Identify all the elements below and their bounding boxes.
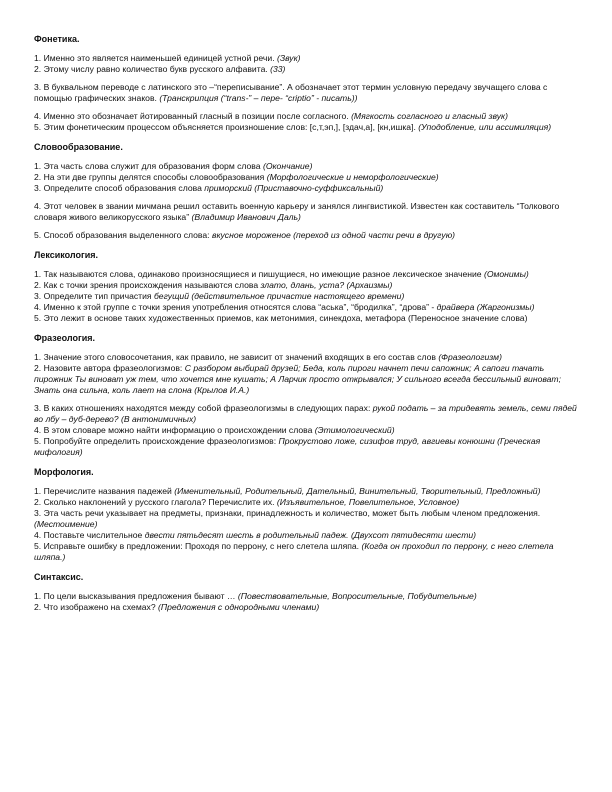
question-answer: (Владимир Иванович Даль) (191, 212, 301, 222)
question-item (34, 352, 584, 363)
question-group (34, 53, 584, 75)
question-answer: (Именительный, Родительный, Дательный, Винительный, Творительный, Предложный) (174, 486, 541, 496)
question-item (34, 508, 584, 530)
question-item (34, 403, 584, 425)
question-answer: (Фразеологизм) (438, 352, 502, 362)
question-number: 1. (34, 161, 42, 171)
question-number: 1. (34, 269, 42, 279)
question-number: 4. (34, 111, 42, 121)
section (34, 142, 584, 241)
question-text: Эта часть речи указывает на предметы, признаки, принадлежность и количество, может быть любым членом предложения. (43, 508, 541, 518)
section (34, 34, 584, 133)
section-heading: Фонетика. (34, 34, 80, 44)
section (34, 250, 584, 324)
question-answer: злато, длань, уста? (Архаизмы) (260, 280, 393, 290)
question-item (34, 280, 584, 291)
question-item (34, 436, 584, 458)
section-heading: Словообразование. (34, 142, 123, 152)
question-answer: приморский (Приставочно-суффиксальный) (204, 183, 384, 193)
question-item (34, 53, 584, 64)
question-item (34, 230, 584, 241)
question-item (34, 122, 584, 133)
question-number: 2. (34, 64, 42, 74)
question-text: Этим фонетическим процессом объясняется произношение слов: [с,т,эп,], [здач,а], [кн,ишка]. (43, 122, 416, 132)
question-group (34, 486, 584, 563)
question-text: На эти две группы делятся способы словообразования (43, 172, 265, 182)
question-text: Именно это обозначает йотированный гласный в позиции после согласного. (43, 111, 349, 121)
question-group (34, 111, 584, 133)
question-text: Перечислите названия падежей (43, 486, 172, 496)
section-heading: Лексикология. (34, 250, 99, 260)
question-group (34, 201, 584, 223)
question-text: Как с точки зрения происхождения называются слова (43, 280, 259, 290)
question-text: Исправьте ошибку в предложении: Проходя по перрону, с него слетела шляпа. (43, 541, 360, 551)
question-number: 1. (34, 591, 42, 601)
question-group (34, 591, 584, 613)
question-answer: (Звук) (276, 53, 301, 63)
question-text: Именно к этой группе с точки зрения употребления относятся слова “аська”, “бродилка”, “дрова” - (43, 302, 435, 312)
question-item (34, 363, 584, 396)
question-answer: (Омонимы) (483, 269, 529, 279)
question-text: Поставьте числительное (43, 530, 143, 540)
question-number: 1. (34, 352, 42, 362)
question-text: В буквальном переводе с латинского это –“переписывание”. А обозначает этот термин условную передачу звучащего слова с помощью графических знаков. (34, 82, 548, 103)
question-answer: (Этимологический) (314, 425, 395, 435)
question-item (34, 183, 584, 194)
question-group (34, 269, 584, 324)
question-answer: (Изъявительное, Повелительное, Условное) (276, 497, 460, 507)
question-number: 3. (34, 403, 42, 413)
question-item (34, 64, 584, 75)
question-item (34, 602, 584, 613)
section-heading: Синтаксис. (34, 572, 84, 582)
question-number: 2. (34, 497, 42, 507)
question-answer: (Повествовательные, Вопросительные, Побудительные) (237, 591, 477, 601)
question-number: 5. (34, 122, 42, 132)
question-group (34, 352, 584, 396)
question-text: В этом словаре можно найти информацию о происхождении слова (43, 425, 313, 435)
question-item (34, 82, 584, 104)
section (34, 467, 584, 563)
question-answer: (Уподобление, или ассимиляция) (418, 122, 552, 132)
question-item (34, 269, 584, 280)
question-text: Назовите автора фразеологизмов: (43, 363, 183, 373)
question-item (34, 313, 584, 324)
question-number: 2. (34, 172, 42, 182)
question-item (34, 591, 584, 602)
question-text: Попробуйте определить происхождение фразеологизмов: (43, 436, 277, 446)
question-number: 3. (34, 183, 42, 193)
question-answer: (Транскрипция (“trans-” – пере- “criptio” - писать)) (159, 93, 358, 103)
question-item (34, 541, 584, 563)
question-text: Этому числу равно количество букв русского алфавита. (43, 64, 268, 74)
question-item (34, 486, 584, 497)
question-text: Этот человек в звании мичмана решил оставить военную карьеру и занялся лингвистикой. Известен как составитель “Толкового словаря живого великорусского языка” (34, 201, 560, 222)
question-answer: (Морфологические и неморфологические) (266, 172, 439, 182)
question-answer: двести пятьдесят шесть в родительный падеж. (Двухсот пятидесяти шести) (144, 530, 477, 540)
question-answer: (Предложения с однородными членами) (158, 602, 320, 612)
question-group (34, 403, 584, 458)
question-group (34, 161, 584, 194)
question-text: Это лежит в основе таких художественных приемов, как метонимия, синекдоха, метафора (Переносное значение слова) (43, 313, 528, 323)
question-answer: С разбором выбирай друзей; Беда, коль пироги начнет печи сапожник; А сапоги тачать пирожник Ты виноват уж тем, что хочется мне кушать; А Ларчик просто открывался; У сильного всегда бессильный виноват; Знать она сильна, коль лает на слона (Крылов И.А.) (34, 363, 561, 395)
question-answer: (Мягкость согласного и гласный звук) (351, 111, 508, 121)
section (34, 572, 584, 613)
question-number: 3. (34, 291, 42, 301)
question-text: Значение этого словосочетания, как правило, не зависит от значений входящих в его состав слов (43, 352, 436, 362)
question-number: 4. (34, 530, 42, 540)
question-text: Определите тип причастия (43, 291, 152, 301)
section-heading: Фразеология. (34, 333, 96, 343)
question-item (34, 172, 584, 183)
question-text: Именно это является наименьшей единицей устной речи. (43, 53, 275, 63)
question-item (34, 291, 584, 302)
question-text: Так называются слова, одинаково произносящиеся и пишущиеся, но имеющие разное лексическое значение (43, 269, 482, 279)
question-number: 2. (34, 280, 42, 290)
question-answer: бегущий (действительное причастие настоящего времени) (153, 291, 405, 301)
question-text: В каких отношениях находятся между собой фразеологизмы в следующих парах: (43, 403, 371, 413)
question-number: 5. (34, 436, 42, 446)
question-group (34, 82, 584, 104)
question-answer: Прокрустово ложе, сизифов труд, авгиевы конюшни (Греческая мифология) (34, 436, 541, 457)
question-item (34, 111, 584, 122)
question-text: Что изображено на схемах? (43, 602, 156, 612)
question-answer: рукой подать – за тридевять земель, семи пядей во лбу – дуб-дерево? (В антонимичных) (34, 403, 577, 424)
question-number: 3. (34, 82, 42, 92)
question-number: 5. (34, 313, 42, 323)
question-item (34, 161, 584, 172)
question-number: 3. (34, 508, 42, 518)
section (34, 333, 584, 458)
question-item (34, 530, 584, 541)
question-number: 2. (34, 602, 42, 612)
question-text: Способ образования выделенного слова: (43, 230, 210, 240)
question-item (34, 201, 584, 223)
question-answer: (Когда он проходил по перрону, с него слетела шляпа.) (34, 541, 554, 562)
question-item (34, 425, 584, 436)
question-text: Сколько наклонений у русского глагола? Перечислите их. (43, 497, 275, 507)
question-group (34, 230, 584, 241)
question-answer: вкусное мороженое (переход из одной части речи в другую) (211, 230, 456, 240)
question-number: 4. (34, 302, 42, 312)
question-number: 4. (34, 425, 42, 435)
question-number: 2. (34, 363, 42, 373)
question-text: Эта часть слова служит для образования форм слова (43, 161, 261, 171)
section-heading: Морфология. (34, 467, 94, 477)
question-item (34, 302, 584, 313)
question-item (34, 497, 584, 508)
question-text: Определите способ образования слова (43, 183, 202, 193)
question-number: 1. (34, 486, 42, 496)
question-answer: (33) (270, 64, 286, 74)
question-answer: (Местоимение) (34, 519, 98, 529)
question-number: 1. (34, 53, 42, 63)
question-answer: драйвера (Жаргонизмы) (436, 302, 535, 312)
question-answer: (Окончание) (262, 161, 313, 171)
question-number: 5. (34, 230, 42, 240)
question-text: По цели высказывания предложения бывают … (43, 591, 236, 601)
question-number: 4. (34, 201, 42, 211)
question-number: 5. (34, 541, 42, 551)
